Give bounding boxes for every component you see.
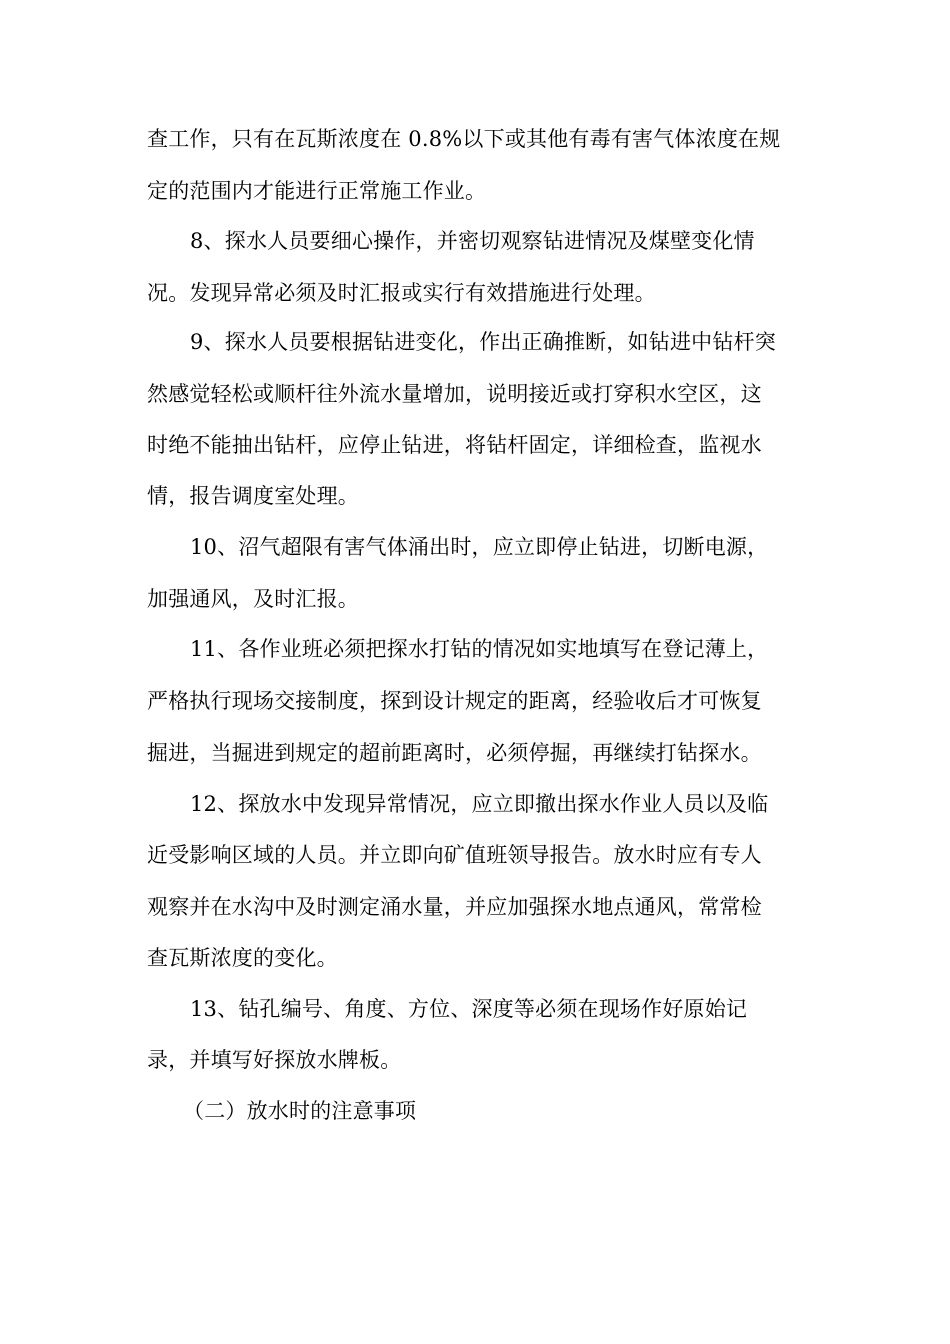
paragraph-9-line: 9、探水人员要根据钻进变化，作出正确推断，如钻进中钻杆突 <box>190 330 776 354</box>
text-line: 加强通风，及时汇报。 <box>147 587 359 611</box>
paragraph-11-line: 11、各作业班必须把探水打钻的情况如实地填写在登记薄上， <box>190 637 769 661</box>
text-line: 定的范围内才能进行正常施工作业。 <box>147 179 487 203</box>
paragraph-12-line: 12、探放水中发现异常情况，应立即撤出探水作业人员以及临 <box>190 792 769 816</box>
paragraph-13-line: 13、钻孔编号、角度、方位、深度等必须在现场作好原始记 <box>190 997 748 1021</box>
section-heading: （二）放水时的注意事项 <box>183 1099 417 1123</box>
text-line: 掘进，当掘进到规定的超前距离时，必须停掘，再继续打钻探水。 <box>147 741 762 765</box>
text-line: 观察并在水沟中及时测定涌水量，并应加强探水地点通风，常常检 <box>147 895 762 919</box>
paragraph-10-line: 10、沼气超限有害气体涌出时，应立即停止钻进，切断电源， <box>190 535 769 559</box>
text-line: 录，并填写好探放水牌板。 <box>147 1048 402 1072</box>
text-line: 查瓦斯浓度的变化。 <box>147 946 338 970</box>
text-line: 情，报告调度室处理。 <box>147 484 359 508</box>
text-line: 近受影响区域的人员。并立即向矿值班领导报告。放水时应有专人 <box>147 843 762 867</box>
text-line: 况。发现异常必须及时汇报或实行有效措施进行处理。 <box>147 281 656 305</box>
paragraph-8-line: 8、探水人员要细心操作，并密切观察钻进情况及煤壁变化情 <box>190 229 755 253</box>
text-line: 时绝不能抽出钻杆，应停止钻进，将钻杆固定，详细检查，监视水 <box>147 433 762 457</box>
text-line: 查工作，只有在瓦斯浓度在 0.8%以下或其他有毒有害气体浓度在规 <box>147 127 781 151</box>
text-line: 然感觉轻松或顺杆往外流水量增加，说明接近或打穿积水空区，这 <box>147 382 762 406</box>
text-line: 严格执行现场交接制度，探到设计规定的距离，经验收后才可恢复 <box>147 689 762 713</box>
